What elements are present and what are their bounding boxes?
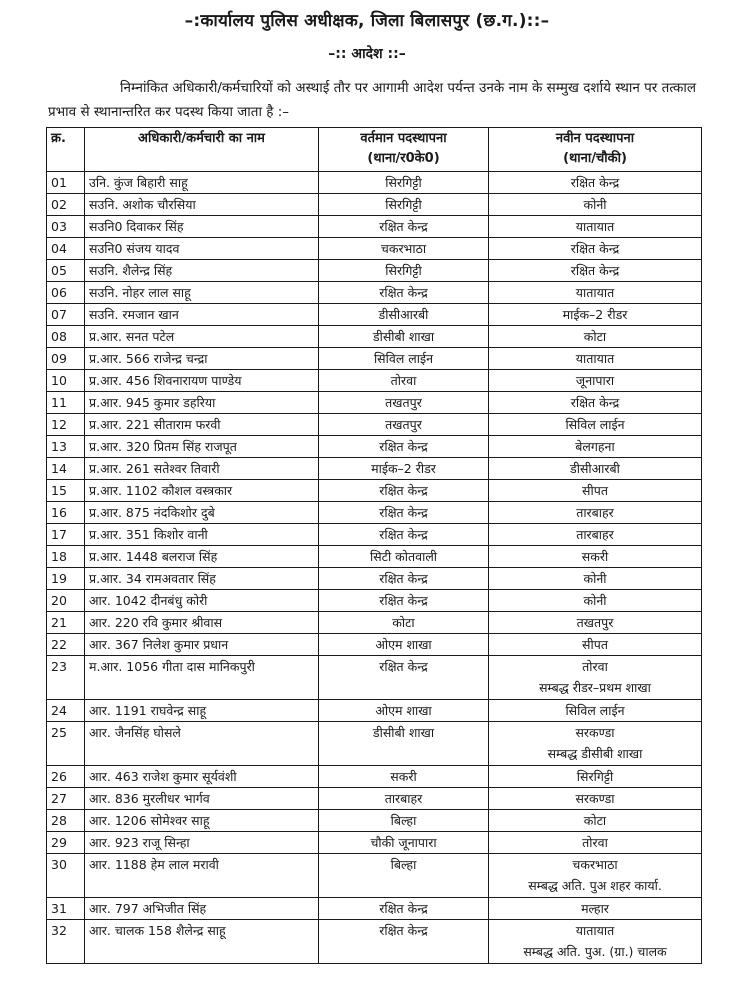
row-new-posting bbox=[489, 898, 702, 920]
row-sr: 22 bbox=[47, 634, 85, 656]
new-posting-attachment: सम्बद्ध डीसीबी शाखा bbox=[547, 746, 643, 761]
row-name: सउनि. रमजान खान bbox=[85, 304, 319, 326]
new-posting-place: रक्षित केन्द्र bbox=[570, 241, 620, 256]
row-sr: 27 bbox=[47, 788, 85, 810]
row-name: सउनि. शैलेन्द्र सिंह bbox=[85, 260, 319, 282]
row-new-posting bbox=[489, 436, 702, 458]
row-new-posting bbox=[489, 194, 702, 216]
row-name: प्र.आर. 1448 बलराज सिंह bbox=[85, 546, 319, 568]
row-sr: 03 bbox=[47, 216, 85, 238]
table-row bbox=[47, 238, 702, 260]
row-current-posting: माईक–2 रीडर bbox=[319, 458, 489, 480]
row-sr: 23 bbox=[47, 656, 85, 700]
new-posting-place: सीपत bbox=[582, 637, 608, 652]
table-row bbox=[47, 172, 702, 194]
table-row bbox=[47, 260, 702, 282]
row-sr: 14 bbox=[47, 458, 85, 480]
row-sr: 21 bbox=[47, 612, 85, 634]
new-posting-place: सरकण्डा bbox=[575, 791, 615, 806]
row-new-posting bbox=[489, 524, 702, 546]
table-row bbox=[47, 414, 702, 436]
row-new-posting bbox=[489, 238, 702, 260]
row-sr: 31 bbox=[47, 898, 85, 920]
row-new-posting bbox=[489, 502, 702, 524]
row-name: आर. 797 अभिजीत सिंह bbox=[85, 898, 319, 920]
new-posting-place: सकरी bbox=[581, 549, 609, 564]
row-new-posting bbox=[489, 392, 702, 414]
row-name: आर. 367 निलेश कुमार प्रधान bbox=[85, 634, 319, 656]
row-name: आर. जैनसिंह घोसले bbox=[85, 722, 319, 766]
table-row bbox=[47, 590, 702, 612]
row-current-posting: बिल्हा bbox=[319, 810, 489, 832]
table-row bbox=[47, 568, 702, 590]
new-posting-place: सिरगिट्टी bbox=[576, 769, 614, 784]
row-sr: 18 bbox=[47, 546, 85, 568]
table-row bbox=[47, 722, 702, 766]
row-current-posting: डीसीबी शाखा bbox=[319, 722, 489, 766]
row-new-posting bbox=[489, 546, 702, 568]
table-row bbox=[47, 634, 702, 656]
table-row bbox=[47, 480, 702, 502]
new-posting-place: सीपत bbox=[582, 483, 608, 498]
row-sr: 17 bbox=[47, 524, 85, 546]
new-posting-place: यातायात bbox=[575, 351, 615, 366]
row-sr: 24 bbox=[47, 700, 85, 722]
row-current-posting: रक्षित केन्द्र bbox=[319, 436, 489, 458]
row-name: सउनि0 संजय यादव bbox=[85, 238, 319, 260]
new-posting-place: कोनी bbox=[583, 197, 607, 212]
row-sr: 06 bbox=[47, 282, 85, 304]
row-current-posting: सिरगिट्टी bbox=[319, 194, 489, 216]
row-name: प्र.आर. 1102 कौशल वस्त्रकार bbox=[85, 480, 319, 502]
table-row bbox=[47, 216, 702, 238]
row-name: प्र.आर. 875 नंदकिशोर दुबे bbox=[85, 502, 319, 524]
new-posting-place: सिविल लाईन bbox=[565, 417, 625, 432]
new-posting-place: कोनी bbox=[583, 593, 607, 608]
row-current-posting: सिविल लाईन bbox=[319, 348, 489, 370]
table-row bbox=[47, 788, 702, 810]
table-row bbox=[47, 392, 702, 414]
table-row bbox=[47, 194, 702, 216]
row-current-posting: रक्षित केन्द्र bbox=[319, 920, 489, 964]
new-posting-place: यातायात bbox=[575, 923, 615, 938]
new-posting-place: सिविल लाईन bbox=[565, 703, 625, 718]
row-sr: 09 bbox=[47, 348, 85, 370]
table-row bbox=[47, 546, 702, 568]
row-current-posting: बिल्हा bbox=[319, 854, 489, 898]
row-name: प्र.आर. 945 कुमार डहरिया bbox=[85, 392, 319, 414]
new-posting-place: रक्षित केन्द्र bbox=[570, 395, 620, 410]
row-new-posting bbox=[489, 370, 702, 392]
row-name: प्र.आर. 566 राजेन्द्र चन्द्रा bbox=[85, 348, 319, 370]
row-sr: 20 bbox=[47, 590, 85, 612]
row-new-posting bbox=[489, 568, 702, 590]
row-name: म.आर. 1056 गीता दास मानिकपुरी bbox=[85, 656, 319, 700]
new-posting-place: तखतपुर bbox=[576, 615, 614, 630]
table-row bbox=[47, 656, 702, 700]
row-new-posting bbox=[489, 656, 702, 700]
new-posting-place: यातायात bbox=[575, 285, 615, 300]
new-posting-place: कोटा bbox=[583, 813, 607, 828]
header-sr: क्र. bbox=[47, 128, 85, 172]
table-row bbox=[47, 612, 702, 634]
row-sr: 12 bbox=[47, 414, 85, 436]
row-name: प्र.आर. 221 सीताराम फरवी bbox=[85, 414, 319, 436]
row-name: उनि. कुंज बिहारी साहू bbox=[85, 172, 319, 194]
row-sr: 02 bbox=[47, 194, 85, 216]
new-posting-place: रक्षित केन्द्र bbox=[570, 175, 620, 190]
new-posting-place: कोटा bbox=[583, 329, 607, 344]
row-new-posting bbox=[489, 612, 702, 634]
row-new-posting bbox=[489, 348, 702, 370]
row-name: आर. 463 राजेश कुमार सूर्यवंशी bbox=[85, 766, 319, 788]
row-current-posting: तखतपुर bbox=[319, 414, 489, 436]
new-posting-place: सरकण्डा bbox=[575, 725, 615, 740]
row-current-posting: रक्षित केन्द्र bbox=[319, 590, 489, 612]
new-posting-place: तारबाहर bbox=[576, 505, 614, 520]
row-current-posting: कोटा bbox=[319, 612, 489, 634]
new-posting-place: मल्हार bbox=[581, 901, 609, 916]
row-current-posting: रक्षित केन्द्र bbox=[319, 898, 489, 920]
row-name: आर. 1042 दीनबंधु कोरी bbox=[85, 590, 319, 612]
row-name: प्र.आर. सनत पटेल bbox=[85, 326, 319, 348]
row-name: आर. चालक 158 शैलेन्द्र साहू bbox=[85, 920, 319, 964]
row-sr: 08 bbox=[47, 326, 85, 348]
row-name: आर. 923 राजू सिन्हा bbox=[85, 832, 319, 854]
row-sr: 29 bbox=[47, 832, 85, 854]
table-row bbox=[47, 524, 702, 546]
row-current-posting: सिरगिट्टी bbox=[319, 172, 489, 194]
row-new-posting bbox=[489, 700, 702, 722]
row-new-posting bbox=[489, 634, 702, 656]
table-row bbox=[47, 898, 702, 920]
intro-paragraph: निम्नांकित अधिकारी/कर्मचारियों को अस्थाई तौर पर आगामी आदेश पर्यन्त उनके नाम के सम्मुख दर्शाये स्थान पर तत्काल प्रभाव से स्थानान्तरित कर पदस्थ किया जाता है :– bbox=[48, 80, 696, 120]
row-current-posting: चकरभाठा bbox=[319, 238, 489, 260]
row-current-posting: रक्षित केन्द्र bbox=[319, 282, 489, 304]
row-sr: 26 bbox=[47, 766, 85, 788]
row-new-posting bbox=[489, 788, 702, 810]
new-posting-place: बेलगहना bbox=[575, 439, 615, 454]
row-name: आर. 220 रवि कुमार श्रीवास bbox=[85, 612, 319, 634]
row-name: सउनि. नोहर लाल साहू bbox=[85, 282, 319, 304]
row-current-posting: रक्षित केन्द्र bbox=[319, 656, 489, 700]
new-posting-attachment: सम्बद्ध अति. पुअ शहर कार्या. bbox=[528, 878, 662, 893]
row-name: प्र.आर. 456 शिवनारायण पाण्डेय bbox=[85, 370, 319, 392]
row-name: प्र.आर. 261 सतेश्वर तिवारी bbox=[85, 458, 319, 480]
row-current-posting: सकरी bbox=[319, 766, 489, 788]
row-name: प्र.आर. 320 प्रितम सिंह राजपूत bbox=[85, 436, 319, 458]
table-row bbox=[47, 348, 702, 370]
row-new-posting bbox=[489, 810, 702, 832]
header-name: अधिकारी/कर्मचारी का नाम bbox=[85, 128, 319, 172]
row-current-posting: रक्षित केन्द्र bbox=[319, 524, 489, 546]
row-current-posting: तोरवा bbox=[319, 370, 489, 392]
row-current-posting: चौकी जूनापारा bbox=[319, 832, 489, 854]
row-name: आर. 1206 सोमेश्वर साहू bbox=[85, 810, 319, 832]
row-current-posting: सिटी कोतवाली bbox=[319, 546, 489, 568]
table-row bbox=[47, 458, 702, 480]
row-current-posting: रक्षित केन्द्र bbox=[319, 216, 489, 238]
row-current-posting: रक्षित केन्द्र bbox=[319, 480, 489, 502]
row-sr: 15 bbox=[47, 480, 85, 502]
office-title: –:कार्यालय पुलिस अधीक्षक, जिला बिलासपुर (छ.ग.)::– bbox=[184, 11, 550, 31]
new-posting-attachment: सम्बद्ध अति. पुअ. (ग्रा.) चालक bbox=[523, 944, 667, 959]
table-header-row bbox=[47, 128, 702, 172]
row-current-posting: रक्षित केन्द्र bbox=[319, 502, 489, 524]
order-title: –:: आदेश ::– bbox=[328, 46, 406, 62]
row-sr: 05 bbox=[47, 260, 85, 282]
new-posting-attachment: सम्बद्ध रीडर–प्रथम शाखा bbox=[539, 680, 651, 695]
row-new-posting bbox=[489, 304, 702, 326]
new-posting-place: यातायात bbox=[575, 219, 615, 234]
new-posting-place: तोरवा bbox=[582, 835, 608, 850]
row-current-posting: सिरगिट्टी bbox=[319, 260, 489, 282]
table-row bbox=[47, 810, 702, 832]
row-new-posting bbox=[489, 854, 702, 898]
row-new-posting bbox=[489, 920, 702, 964]
table-row bbox=[47, 370, 702, 392]
table-row bbox=[47, 436, 702, 458]
row-sr: 28 bbox=[47, 810, 85, 832]
new-posting-place: रक्षित केन्द्र bbox=[570, 263, 620, 278]
row-sr: 01 bbox=[47, 172, 85, 194]
row-new-posting bbox=[489, 590, 702, 612]
row-current-posting: तारबाहर bbox=[319, 788, 489, 810]
row-name: आर. 836 मुरलीधर भार्गव bbox=[85, 788, 319, 810]
row-new-posting bbox=[489, 216, 702, 238]
row-current-posting: डीसीबी शाखा bbox=[319, 326, 489, 348]
table-row bbox=[47, 700, 702, 722]
row-sr: 13 bbox=[47, 436, 85, 458]
header-current-line1: वर्तमान पदस्थापना bbox=[360, 131, 447, 146]
row-sr: 19 bbox=[47, 568, 85, 590]
row-new-posting bbox=[489, 766, 702, 788]
table-row bbox=[47, 766, 702, 788]
new-posting-place: चकरभाठा bbox=[572, 857, 618, 872]
row-name: प्र.आर. 351 किशोर वानी bbox=[85, 524, 319, 546]
row-sr: 07 bbox=[47, 304, 85, 326]
table-row bbox=[47, 920, 702, 964]
new-posting-place: डीसीआरबी bbox=[570, 461, 620, 476]
row-name: प्र.आर. 34 रामअवतार सिंह bbox=[85, 568, 319, 590]
table-row bbox=[47, 832, 702, 854]
row-new-posting bbox=[489, 326, 702, 348]
table-body bbox=[47, 172, 702, 964]
row-new-posting bbox=[489, 458, 702, 480]
row-sr: 30 bbox=[47, 854, 85, 898]
row-new-posting bbox=[489, 832, 702, 854]
table-row bbox=[47, 304, 702, 326]
new-posting-place: माईक–2 रीडर bbox=[562, 307, 628, 322]
new-posting-place: जूनापारा bbox=[575, 373, 615, 388]
new-posting-place: तारबाहर bbox=[576, 527, 614, 542]
row-current-posting: ओएम शाखा bbox=[319, 700, 489, 722]
row-sr: 10 bbox=[47, 370, 85, 392]
row-sr: 04 bbox=[47, 238, 85, 260]
table-row bbox=[47, 854, 702, 898]
row-sr: 11 bbox=[47, 392, 85, 414]
row-current-posting: तखतपुर bbox=[319, 392, 489, 414]
row-new-posting bbox=[489, 414, 702, 436]
new-posting-place: कोनी bbox=[583, 571, 607, 586]
row-new-posting bbox=[489, 722, 702, 766]
row-new-posting bbox=[489, 172, 702, 194]
row-name: सउनि. अशोक चौरसिया bbox=[85, 194, 319, 216]
row-sr: 32 bbox=[47, 920, 85, 964]
new-posting-place: तोरवा bbox=[582, 659, 608, 674]
row-sr: 25 bbox=[47, 722, 85, 766]
header-new-line1: नवीन पदस्थापना bbox=[555, 131, 635, 146]
row-sr: 16 bbox=[47, 502, 85, 524]
table-row bbox=[47, 326, 702, 348]
transfer-table bbox=[46, 127, 702, 964]
header-current-line2: (थाना/र0के0) bbox=[367, 151, 440, 166]
row-new-posting bbox=[489, 480, 702, 502]
row-new-posting bbox=[489, 260, 702, 282]
row-new-posting bbox=[489, 282, 702, 304]
header-new-posting bbox=[489, 128, 702, 172]
row-current-posting: रक्षित केन्द्र bbox=[319, 568, 489, 590]
row-name: आर. 1188 हेम लाल मरावी bbox=[85, 854, 319, 898]
row-current-posting: डीसीआरबी bbox=[319, 304, 489, 326]
row-name: आर. 1191 राघवेन्द्र साहू bbox=[85, 700, 319, 722]
table-row bbox=[47, 502, 702, 524]
header-new-line2: (थाना/चौकी) bbox=[563, 151, 627, 166]
row-current-posting: ओएम शाखा bbox=[319, 634, 489, 656]
table-row bbox=[47, 282, 702, 304]
row-name: सउनि0 दिवाकर सिंह bbox=[85, 216, 319, 238]
header-current-posting bbox=[319, 128, 489, 172]
